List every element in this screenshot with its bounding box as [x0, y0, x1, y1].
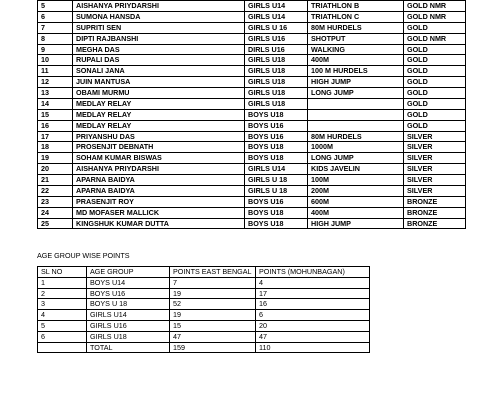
result-row-number-cell: 8 — [38, 33, 73, 44]
result-row — [38, 98, 466, 109]
result-event-cell: 400M — [308, 207, 404, 218]
points-age-group-cell: TOTAL — [87, 342, 170, 353]
result-row-number-cell: 9 — [38, 44, 73, 55]
result-athlete-name-cell: PRIYANSHU DAS — [73, 131, 245, 142]
result-row — [38, 22, 466, 33]
result-athlete-name-cell: SONALI JANA — [73, 66, 245, 77]
result-age-group-cell: BOYS U18 — [245, 142, 308, 153]
result-row — [38, 196, 466, 207]
result-age-group-cell: BOYS U16 — [245, 196, 308, 207]
points-header-row — [38, 267, 370, 278]
result-row — [38, 175, 466, 186]
points-east-bengal-points-cell: 7 — [170, 277, 256, 288]
result-age-group-cell: GIRLS U14 — [245, 11, 308, 22]
result-event-cell: WALKING — [308, 44, 404, 55]
result-row-number-cell: 25 — [38, 218, 73, 229]
result-athlete-name-cell: MEDLAY RELAY — [73, 120, 245, 131]
result-event-cell: 200M — [308, 185, 404, 196]
result-age-group-cell: GIRLS U 18 — [245, 185, 308, 196]
points-east-bengal-points-cell: 47 — [170, 331, 256, 342]
result-medal-cell: GOLD — [404, 55, 466, 66]
result-medal-cell: GOLD NMR — [404, 1, 466, 12]
result-athlete-name-cell: MEDLAY RELAY — [73, 98, 245, 109]
points-age-group-cell: GIRLS U18 — [87, 331, 170, 342]
points-mohunbagan-points-cell: 6 — [256, 310, 370, 321]
result-athlete-name-cell: JUIN MANTUSA — [73, 77, 245, 88]
result-medal-cell: GOLD — [404, 66, 466, 77]
result-row — [38, 11, 466, 22]
result-medal-cell: GOLD — [404, 88, 466, 99]
result-age-group-cell: GIRLS U16 — [245, 33, 308, 44]
result-event-cell: 100M — [308, 175, 404, 186]
result-row — [38, 218, 466, 229]
result-age-group-cell: BOYS U16 — [245, 131, 308, 142]
result-row — [38, 131, 466, 142]
result-event-cell: TRIATHLON B — [308, 1, 404, 12]
result-athlete-name-cell: MEDLAY RELAY — [73, 109, 245, 120]
result-event-cell: HIGH JUMP — [308, 218, 404, 229]
header-sl-no: SL NO — [38, 267, 87, 278]
result-athlete-name-cell: DIPTI RAJBANSHI — [73, 33, 245, 44]
result-event-cell: SHOTPUT — [308, 33, 404, 44]
result-event-cell: 1000M — [308, 142, 404, 153]
result-medal-cell: SILVER — [404, 175, 466, 186]
result-medal-cell: SILVER — [404, 164, 466, 175]
points-age-group-cell: BOYS U 18 — [87, 299, 170, 310]
result-event-cell: TRIATHLON C — [308, 11, 404, 22]
result-row-number-cell: 16 — [38, 120, 73, 131]
points-age-group-cell: BOYS U14 — [87, 277, 170, 288]
result-row — [38, 55, 466, 66]
result-medal-cell: BRONZE — [404, 196, 466, 207]
results-table — [37, 0, 466, 229]
result-row — [38, 33, 466, 44]
points-row — [38, 299, 370, 310]
result-age-group-cell: BOYS U18 — [245, 207, 308, 218]
result-medal-cell: SILVER — [404, 131, 466, 142]
result-medal-cell: GOLD — [404, 120, 466, 131]
result-event-cell — [308, 120, 404, 131]
result-event-cell: LONG JUMP — [308, 88, 404, 99]
result-medal-cell: GOLD — [404, 44, 466, 55]
points-east-bengal-points-cell: 15 — [170, 320, 256, 331]
result-event-cell: KIDS JAVELIN — [308, 164, 404, 175]
result-row — [38, 164, 466, 175]
result-row-number-cell: 13 — [38, 88, 73, 99]
points-mohunbagan-points-cell: 47 — [256, 331, 370, 342]
result-row-number-cell: 15 — [38, 109, 73, 120]
result-age-group-cell: BOYS U18 — [245, 109, 308, 120]
result-medal-cell: SILVER — [404, 153, 466, 164]
age-group-points-table — [37, 266, 370, 353]
result-event-cell: LONG JUMP — [308, 153, 404, 164]
result-event-cell: 80M HURDELS — [308, 131, 404, 142]
result-row — [38, 44, 466, 55]
result-row-number-cell: 12 — [38, 77, 73, 88]
result-athlete-name-cell: PRASENJIT ROY — [73, 196, 245, 207]
results-table-body — [38, 1, 466, 229]
result-row — [38, 1, 466, 12]
points-sl-no-cell: 3 — [38, 299, 87, 310]
points-mohunbagan-points-cell: 20 — [256, 320, 370, 331]
header-points-east-bengal: POINTS EAST BENGAL — [170, 267, 256, 278]
points-row — [38, 320, 370, 331]
header-points-mohunbagan: POINTS (MOHUNBAGAN) — [256, 267, 370, 278]
points-age-group-cell: GIRLS U16 — [87, 320, 170, 331]
result-age-group-cell: GIRLS U18 — [245, 88, 308, 99]
result-row-number-cell: 14 — [38, 98, 73, 109]
result-medal-cell: BRONZE — [404, 207, 466, 218]
points-age-group-cell: BOYS U16 — [87, 288, 170, 299]
result-age-group-cell: GIRLS U18 — [245, 55, 308, 66]
result-age-group-cell: GIRLS U18 — [245, 98, 308, 109]
points-east-bengal-points-cell: 52 — [170, 299, 256, 310]
points-sl-no-cell: 2 — [38, 288, 87, 299]
points-mohunbagan-points-cell: 17 — [256, 288, 370, 299]
result-athlete-name-cell: SUMONA HANSDA — [73, 11, 245, 22]
points-sl-no-cell: 1 — [38, 277, 87, 288]
points-section-title: AGE GROUP WISE POINTS — [37, 251, 130, 260]
result-athlete-name-cell: APARNA BAIDYA — [73, 175, 245, 186]
result-athlete-name-cell: PROSENJIT DEBNATH — [73, 142, 245, 153]
result-row-number-cell: 22 — [38, 185, 73, 196]
result-row — [38, 142, 466, 153]
result-row-number-cell: 23 — [38, 196, 73, 207]
result-athlete-name-cell: RUPALI DAS — [73, 55, 245, 66]
result-row-number-cell: 5 — [38, 1, 73, 12]
points-sl-no-cell: 5 — [38, 320, 87, 331]
points-sl-no-cell — [38, 342, 87, 353]
result-event-cell: 100 M HURDELS — [308, 66, 404, 77]
result-athlete-name-cell: AISHANYA PRIYDARSHI — [73, 164, 245, 175]
result-athlete-name-cell: KINGSHUK KUMAR DUTTA — [73, 218, 245, 229]
result-row — [38, 109, 466, 120]
points-east-bengal-points-cell: 159 — [170, 342, 256, 353]
result-athlete-name-cell: OBAMI MURMU — [73, 88, 245, 99]
points-row — [38, 288, 370, 299]
result-athlete-name-cell: SUPRITI SEN — [73, 22, 245, 33]
points-row — [38, 277, 370, 288]
result-row — [38, 66, 466, 77]
result-event-cell: 400M — [308, 55, 404, 66]
result-medal-cell: SILVER — [404, 185, 466, 196]
result-medal-cell: GOLD — [404, 109, 466, 120]
result-age-group-cell: BOYS U18 — [245, 153, 308, 164]
result-row-number-cell: 7 — [38, 22, 73, 33]
result-athlete-name-cell: AISHANYA PRIYDARSHI — [73, 1, 245, 12]
result-medal-cell: GOLD — [404, 22, 466, 33]
result-event-cell: HIGH JUMP — [308, 77, 404, 88]
result-medal-cell: GOLD NMR — [404, 11, 466, 22]
result-row — [38, 185, 466, 196]
points-total-row — [38, 342, 370, 353]
result-event-cell: 80M HURDELS — [308, 22, 404, 33]
result-row-number-cell: 17 — [38, 131, 73, 142]
result-age-group-cell: BOYS U16 — [245, 120, 308, 131]
points-row — [38, 331, 370, 342]
points-east-bengal-points-cell: 19 — [170, 288, 256, 299]
result-row-number-cell: 24 — [38, 207, 73, 218]
result-age-group-cell: GIRLS U 18 — [245, 175, 308, 186]
points-mohunbagan-points-cell: 4 — [256, 277, 370, 288]
result-medal-cell: BRONZE — [404, 218, 466, 229]
result-age-group-cell: DIRLS U16 — [245, 44, 308, 55]
result-row-number-cell: 11 — [38, 66, 73, 77]
result-row-number-cell: 20 — [38, 164, 73, 175]
points-sl-no-cell: 4 — [38, 310, 87, 321]
result-event-cell — [308, 98, 404, 109]
result-row — [38, 153, 466, 164]
points-mohunbagan-points-cell: 16 — [256, 299, 370, 310]
points-sl-no-cell: 6 — [38, 331, 87, 342]
result-age-group-cell: GIRLS U14 — [245, 164, 308, 175]
result-athlete-name-cell: SOHAM KUMAR BISWAS — [73, 153, 245, 164]
result-row-number-cell: 19 — [38, 153, 73, 164]
result-age-group-cell: GIRLS U18 — [245, 66, 308, 77]
points-table-body — [38, 277, 370, 353]
result-athlete-name-cell: APARNA BAIDYA — [73, 185, 245, 196]
result-age-group-cell: BOYS U18 — [245, 218, 308, 229]
result-age-group-cell: GIRLS U 16 — [245, 22, 308, 33]
result-medal-cell: GOLD NMR — [404, 33, 466, 44]
result-athlete-name-cell: MEGHA DAS — [73, 44, 245, 55]
points-age-group-cell: GIRLS U14 — [87, 310, 170, 321]
result-row — [38, 120, 466, 131]
result-row-number-cell: 6 — [38, 11, 73, 22]
result-medal-cell: GOLD — [404, 98, 466, 109]
result-event-cell — [308, 109, 404, 120]
result-medal-cell: SILVER — [404, 142, 466, 153]
result-age-group-cell: GIRLS U18 — [245, 77, 308, 88]
result-medal-cell: GOLD — [404, 77, 466, 88]
result-row-number-cell: 21 — [38, 175, 73, 186]
points-east-bengal-points-cell: 19 — [170, 310, 256, 321]
points-row — [38, 310, 370, 321]
result-event-cell: 600M — [308, 196, 404, 207]
result-row-number-cell: 10 — [38, 55, 73, 66]
points-mohunbagan-points-cell: 110 — [256, 342, 370, 353]
result-athlete-name-cell: MD MOFASER MALLICK — [73, 207, 245, 218]
result-age-group-cell: GIRLS U14 — [245, 1, 308, 12]
result-row-number-cell: 18 — [38, 142, 73, 153]
result-row — [38, 77, 466, 88]
result-row — [38, 207, 466, 218]
header-age-group: AGE GROUP — [87, 267, 170, 278]
result-row — [38, 88, 466, 99]
